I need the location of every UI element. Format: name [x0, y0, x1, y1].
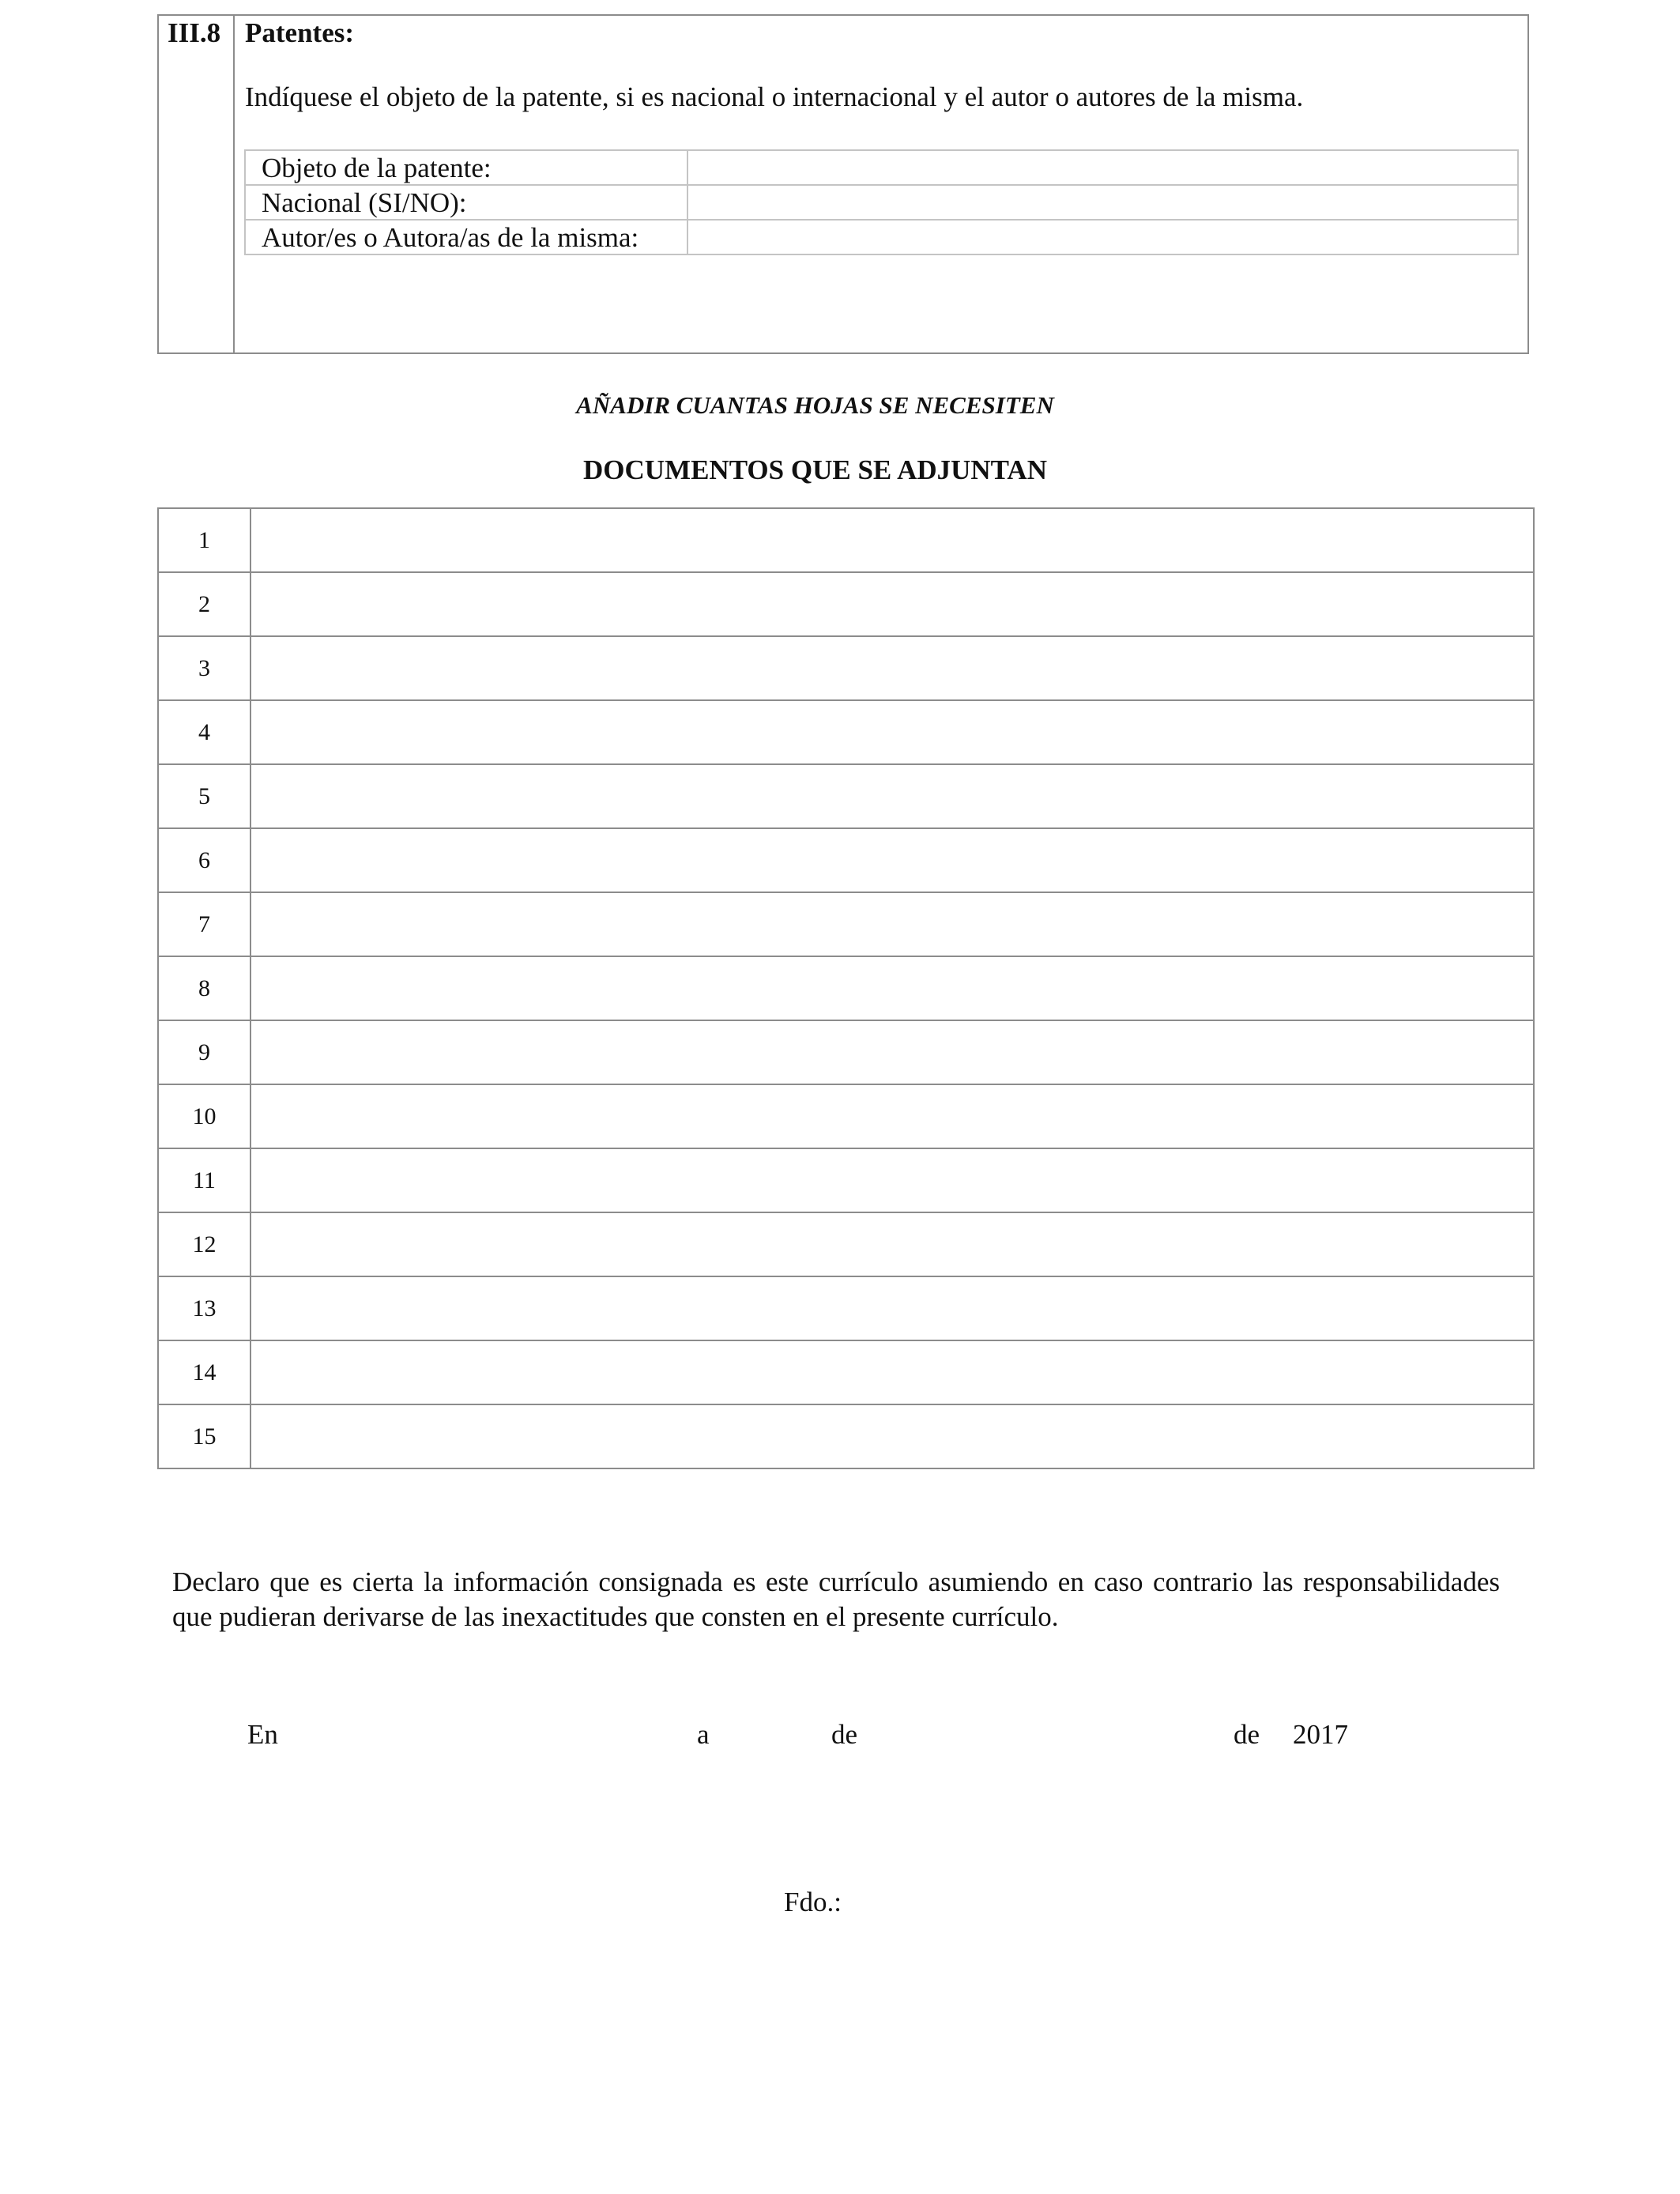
- document-row: [158, 700, 1534, 764]
- document-row-field[interactable]: [250, 764, 1534, 828]
- document-row-number: 9: [158, 1020, 250, 1084]
- document-row: [158, 1404, 1534, 1468]
- document-row-number: 3: [158, 636, 250, 700]
- section-column-divider: [233, 14, 235, 354]
- date-month-label: de: [831, 1719, 858, 1750]
- document-row-field[interactable]: [250, 892, 1534, 956]
- patent-national-label: Nacional (SI/NO):: [245, 185, 687, 220]
- document-row: [158, 1084, 1534, 1148]
- document-row-field[interactable]: [250, 1084, 1534, 1148]
- document-row-number: 4: [158, 700, 250, 764]
- section-instructions: Indíquese el objeto de la patente, si es nacional o internacional y el autor o autores de la misma.: [245, 81, 1304, 112]
- document-row: [158, 1212, 1534, 1276]
- document-row-field[interactable]: [250, 1020, 1534, 1084]
- document-row-field[interactable]: [250, 1148, 1534, 1212]
- document-row-number: 10: [158, 1084, 250, 1148]
- document-row: [158, 1276, 1534, 1340]
- document-row-field[interactable]: [250, 1340, 1534, 1404]
- document-row-number: 6: [158, 828, 250, 892]
- document-row-field[interactable]: [250, 700, 1534, 764]
- date-day-label: a: [697, 1719, 710, 1750]
- section-title: Patentes:: [245, 17, 355, 48]
- patent-national-field[interactable]: [687, 185, 1518, 220]
- patent-field-row: [245, 150, 1518, 185]
- documents-table: [157, 507, 1535, 1469]
- document-row-number: 8: [158, 956, 250, 1020]
- date-year-label: de: [1234, 1719, 1260, 1750]
- date-year-value: 2017: [1293, 1719, 1348, 1750]
- document-row-field[interactable]: [250, 1276, 1534, 1340]
- document-row-number: 5: [158, 764, 250, 828]
- document-row-field[interactable]: [250, 1404, 1534, 1468]
- document-row: [158, 508, 1534, 572]
- document-row-field[interactable]: [250, 572, 1534, 636]
- document-row-number: 14: [158, 1340, 250, 1404]
- patent-authors-field[interactable]: [687, 220, 1518, 254]
- patent-field-row: [245, 185, 1518, 220]
- document-row: [158, 764, 1534, 828]
- add-sheets-note: AÑADIR CUANTAS HOJAS SE NECESITEN: [576, 391, 1054, 419]
- documents-title: DOCUMENTOS QUE SE ADJUNTAN: [583, 454, 1047, 485]
- document-row: [158, 892, 1534, 956]
- patent-field-row: [245, 220, 1518, 254]
- document-row: [158, 636, 1534, 700]
- document-row-field[interactable]: [250, 956, 1534, 1020]
- patent-authors-label: Autor/es o Autora/as de la misma:: [245, 220, 687, 254]
- patent-object-field[interactable]: [687, 150, 1518, 185]
- document-row-number: 15: [158, 1404, 250, 1468]
- document-row-field[interactable]: [250, 636, 1534, 700]
- patent-fields-table: [244, 149, 1519, 255]
- document-row-field[interactable]: [250, 508, 1534, 572]
- document-row-field[interactable]: [250, 828, 1534, 892]
- document-row: [158, 1020, 1534, 1084]
- document-row: [158, 828, 1534, 892]
- declaration-text: Declaro que es cierta la información consignada es este currículo asumiendo en caso contrario las responsabilidades que pudieran derivarse de las inexactitudes que consten en el presente currículo.: [172, 1566, 1500, 1632]
- section-number: III.8: [168, 17, 221, 48]
- document-row-field[interactable]: [250, 1212, 1534, 1276]
- document-row: [158, 1340, 1534, 1404]
- signature-label: Fdo.:: [784, 1887, 842, 1917]
- document-row: [158, 572, 1534, 636]
- document-row-number: 2: [158, 572, 250, 636]
- date-place-label: En: [247, 1719, 278, 1750]
- document-row-number: 12: [158, 1212, 250, 1276]
- document-row-number: 11: [158, 1148, 250, 1212]
- document-row-number: 1: [158, 508, 250, 572]
- document-row: [158, 956, 1534, 1020]
- document-row-number: 13: [158, 1276, 250, 1340]
- document-row-number: 7: [158, 892, 250, 956]
- patent-object-label: Objeto de la patente:: [245, 150, 687, 185]
- document-row: [158, 1148, 1534, 1212]
